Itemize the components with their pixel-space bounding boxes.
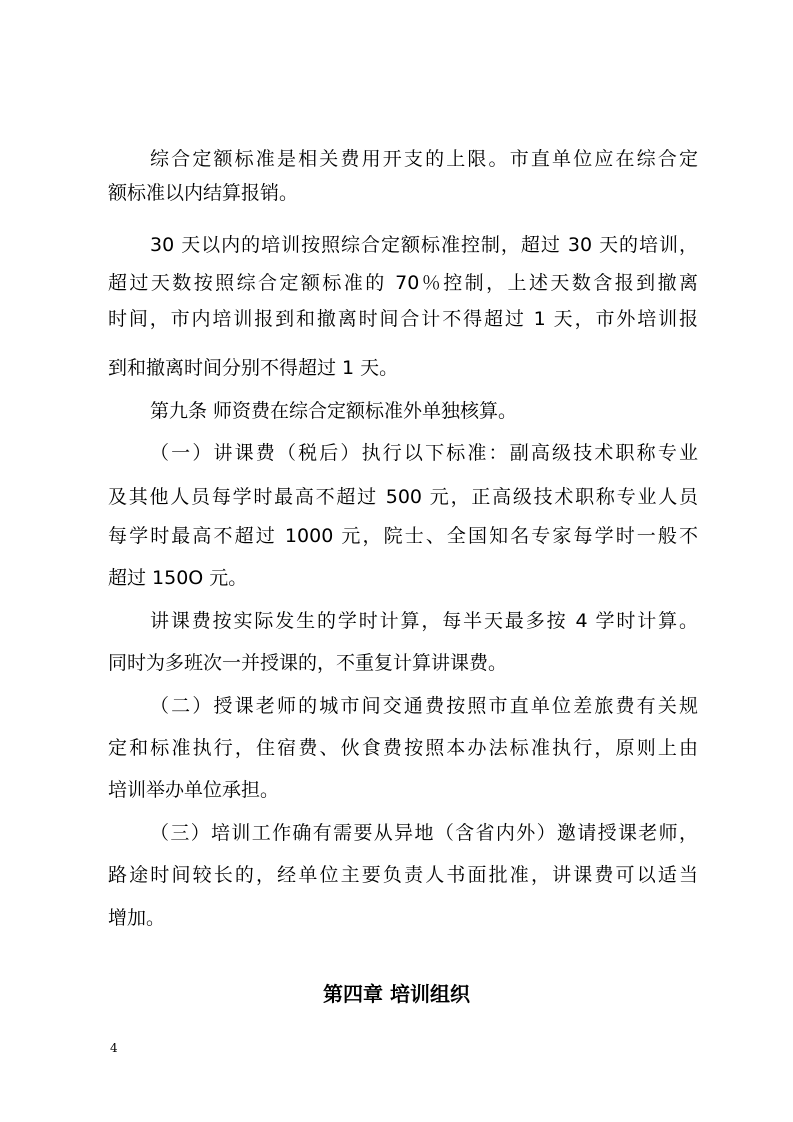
page-number: 4 — [110, 1041, 118, 1055]
paragraph-line: 增加。 — [108, 907, 166, 929]
paragraph-line: 超过 150O 元。 — [108, 567, 248, 589]
article-nine-title: 第九条 师资费在综合定额标准外单独核算。 — [150, 400, 518, 422]
paragraph-line: 同时为多班次一并授课的，不重复计算讲课费。 — [108, 652, 508, 674]
paragraph-line: 超过天数按照综合定额标准的 70％控制，上述天数含报到撤离 — [108, 272, 698, 294]
paragraph-line: （二）授课老师的城市间交通费按照市直单位差旅费有关规 — [150, 695, 698, 717]
paragraph-line: 30 天以内的培训按照综合定额标准控制，超过 30 天的培训， — [150, 234, 698, 256]
paragraph-line: 讲课费按实际发生的学时计算，每半天最多按 4 学时计算。 — [150, 610, 698, 632]
paragraph-line: 综合定额标准是相关费用开支的上限。市直单位应在综合定 — [150, 148, 698, 170]
paragraph-line: 每学时最高不超过 1000 元，院士、全国知名专家每学时一般不 — [108, 525, 698, 547]
paragraph-line: 及其他人员每学时最高不超过 500 元，正高级技术职称专业人员 — [108, 486, 698, 508]
chapter-heading: 第四章 培训组织 — [323, 982, 470, 1006]
paragraph-line: 培训举办单位承担。 — [108, 779, 280, 801]
paragraph-line: （三）培训工作确有需要从异地（含省内外）邀请授课老师， — [150, 822, 698, 844]
paragraph-line: （一）讲课费（税后）执行以下标准：副高级技术职称专业 — [150, 442, 698, 464]
paragraph-line: 路途时间较长的，经单位主要负责人书面批准，讲课费可以适当 — [108, 864, 698, 886]
paragraph-line: 时间，市内培训报到和撤离时间合计不得超过 1 天，市外培训报 — [108, 308, 698, 330]
paragraph-line: 额标准以内结算报销。 — [108, 182, 299, 204]
paragraph-line: 定和标准执行，住宿费、伙食费按照本办法标准执行，原则上由 — [108, 737, 698, 759]
paragraph-line: 到和撤离时间分别不得超过 1 天。 — [108, 357, 399, 379]
